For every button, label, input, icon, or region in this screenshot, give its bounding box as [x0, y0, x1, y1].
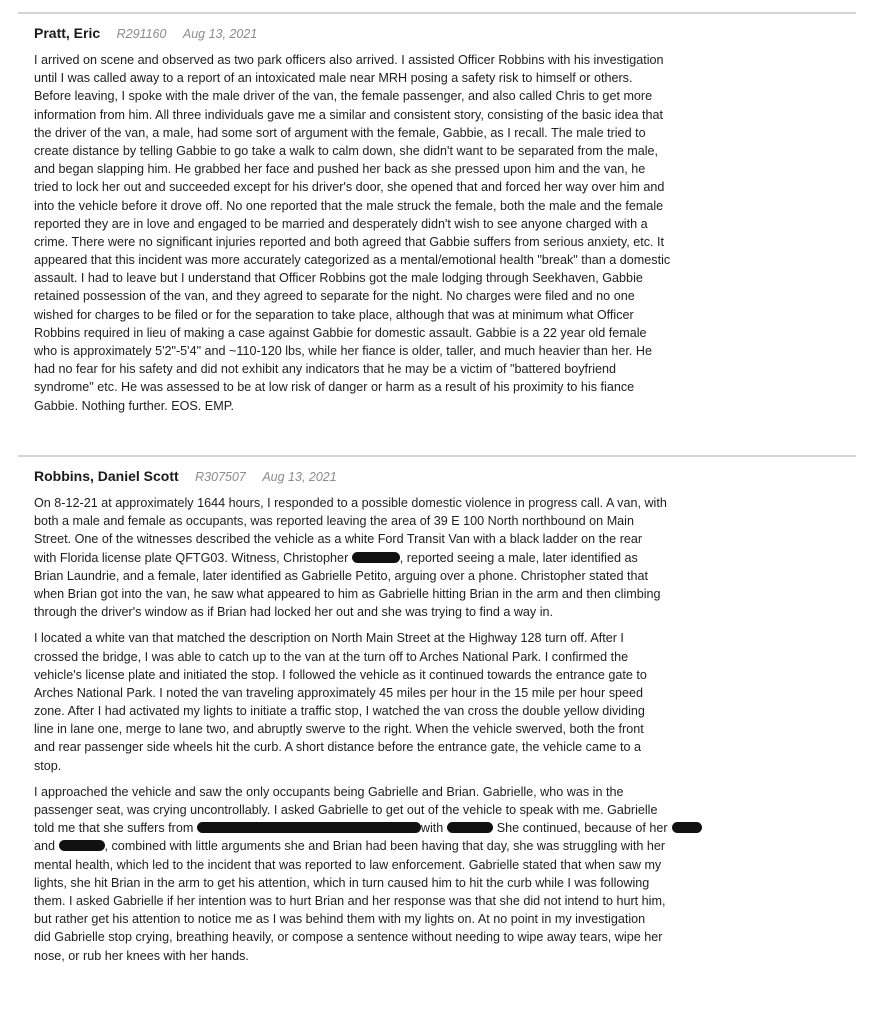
- text-line: the driver of the van, a male, had some sort of argument with the female, Gabbie, as I recall. The male tried to: [34, 125, 646, 140]
- text-line: tried to lock her out and succeeded except for his driver's door, she opened that and forced her way over him and: [34, 180, 665, 195]
- text-line: [34, 819, 854, 837]
- redaction-bar: [352, 552, 400, 563]
- redaction-bar: [672, 822, 702, 833]
- text-line: retained possession of the van, and they agreed to separate for the night. No charges were filed and no one: [34, 289, 635, 304]
- text-line: when Brian got into the van, he saw what appeared to him as Gabrielle hitting Brian in the arm and then climbing: [34, 586, 661, 601]
- text-line: On 8-12-21 at approximately 1644 hours, I responded to a possible domestic violence in progress call. A van, with: [34, 496, 667, 510]
- officer-name: Pratt, Eric: [34, 25, 101, 41]
- text-line: and rear passenger side wheels hit the curb. A short distance before the entrance gate, the vehicle came to a: [34, 740, 641, 755]
- narrative-paragraph: [34, 783, 854, 965]
- entry-header: [34, 22, 854, 44]
- officer-id: R291160: [116, 27, 167, 41]
- text-line: I approached the vehicle and saw the only occupants being Gabrielle and Brian. Gabrielle, who was in the: [34, 784, 624, 799]
- text-fragment: and: [34, 839, 59, 854]
- text-line: Arches National Park. I noted the van traveling approximately 45 miles per hour in the 15 mile per hour speed: [34, 685, 644, 700]
- text-line: did Gabrielle stop crying, breathing heavily, or compose a sentence without needing to wipe away tears, wipe her: [34, 930, 663, 945]
- officer-name: Robbins, Daniel Scott: [34, 468, 179, 484]
- text-line: create distance by telling Gabbie to go take a walk to calm down, she didn't want to be separated from the male,: [34, 143, 659, 158]
- text-line: both a male and female as occupants, was reported leaving the area of 39 E 100 North northbound on Main: [34, 514, 634, 529]
- text-line: crime. There were no significant injuries reported and both agreed that Gabbie suffers from serious anxiety, etc. It: [34, 234, 665, 249]
- text-line: Brian Laundrie, and a female, later identified as Gabrielle Petito, arguing over a phone. Christopher stated that: [34, 568, 648, 583]
- redaction-bar: [59, 840, 105, 851]
- narrative-paragraph: [34, 51, 854, 415]
- entry-date: Aug 13, 2021: [182, 27, 258, 41]
- text-fragment: told me that she suffers from: [34, 821, 197, 836]
- text-line: passenger seat, was crying uncontrollably. I asked Gabrielle to get out of the vehicle to speak with me. Gabrielle: [34, 803, 658, 817]
- entry-date: Aug 13, 2021: [262, 470, 337, 484]
- text-line: information from him. All three individuals gave me a similar and consistent story, consisting of the basic idea that: [34, 107, 664, 122]
- text-line: Gabbie. Nothing further. EOS. EMP.: [34, 398, 234, 413]
- report-entry-pratt: [34, 22, 854, 415]
- text-line: stop.: [34, 758, 62, 773]
- redaction-bar: [447, 822, 493, 833]
- text-line: appeared that this incident was more accurately categorized as a mental/emotional health "break" than a domestic: [34, 253, 671, 268]
- text-fragment: , combined with little arguments she and Brian had been having that day, she was struggling with her: [104, 839, 666, 854]
- divider: [18, 12, 856, 14]
- text-line: them. I asked Gabrielle if her intention was to hurt Brian and her response was that she did not intend to hurt him,: [34, 893, 666, 908]
- entry-header: [34, 465, 854, 487]
- text-line: until I was called away to a report of an intoxicated male near MRH posing a safety risk to himself or others.: [34, 71, 633, 86]
- divider: [18, 455, 856, 457]
- text-line: crossed the bridge, I was able to catch up to the van at the turn off to Arches National Park. I confirmed the: [34, 649, 629, 664]
- text-line: zone. After I had activated my lights to initiate a traffic stop, I watched the van cross the double yellow dividing: [34, 704, 645, 719]
- redaction-bar: [197, 822, 421, 833]
- text-line: who is approximately 5'2"-5'4" and ~110-120 lbs, while her fiance is older, taller, and much heavier than her. He: [34, 344, 653, 358]
- narrative-paragraph: [34, 494, 854, 621]
- text-line: vehicle's license plate and initiated the stop. I followed the vehicle as it continued towards the entrance gate to: [34, 667, 647, 682]
- text-line: Robbins required in lieu of making a case against Gabbie for domestic assault. Gabbie is a 22 year old female: [34, 325, 647, 340]
- report-entry-robbins: [34, 465, 854, 965]
- text-line: I located a white van that matched the description on North Main Street at the Highway 128 turn off. After I: [34, 631, 624, 646]
- text-line: [34, 837, 854, 855]
- text-line: mental health, which led to the incident that was reported to law enforcement. Gabrielle stated that when saw my: [34, 857, 662, 872]
- text-line: had no fear for his safety and did not exhibit any indicators that he may be a victim of "battered boyfriend: [34, 362, 617, 377]
- text-line: but rather get his attention to notice me as I was behind them with my lights on. At no point in my investigation: [34, 912, 646, 927]
- text-line: nose, or rub her knees with her hands.: [34, 948, 249, 963]
- text-line: lights, she hit Brian in the arm to get his attention, which in turn caused him to hit the curb while I was following: [34, 875, 650, 890]
- text-line: Street. One of the witnesses described the vehicle as a white Ford Transit Van with a black ladder on the rear: [34, 532, 643, 547]
- text-line: I arrived on scene and observed as two park officers also arrived. I assisted Officer Robbins with his investigation: [34, 53, 664, 67]
- text-line: [34, 549, 854, 567]
- text-line: and began slapping him. He grabbed her face and pushed her back as she pressed upon him and the van, he: [34, 162, 646, 177]
- text-line: Before leaving, I spoke with the male driver of the van, the female passenger, and also called Chris to get more: [34, 89, 653, 104]
- officer-id: R307507: [195, 470, 246, 484]
- text-line: wished for charges to be filed or for the separation to take place, although that was at minimum what Officer: [34, 307, 634, 322]
- text-line: syndrome" etc. He was assessed to be at low risk of danger or harm as a result of his proximity to his fiance: [34, 380, 635, 395]
- text-fragment: , reported seeing a male, later identified as: [399, 550, 638, 565]
- text-fragment: with Florida license plate QFTG03. Witness, Christopher: [34, 550, 352, 565]
- text-line: reported they are in love and engaged to be married and desperately didn't wish to see anyone charged with a: [34, 216, 648, 231]
- text-fragment: with: [420, 821, 444, 836]
- text-line: assault. I had to leave but I understand that Officer Robbins got the male lodging through Seekhaven, Gabbie: [34, 271, 643, 286]
- text-line: into the vehicle before it drove off. No one reported that the male struck the female, both the male and the female: [34, 198, 664, 213]
- text-line: through the driver's window as if Brian had locked her out and she was trying to find a way in.: [34, 605, 554, 620]
- narrative-paragraph: [34, 629, 854, 775]
- text-fragment: She continued, because of her: [493, 821, 668, 836]
- text-line: line in lane one, merge to lane two, and abruptly swerve to the right. When the vehicle swerved, both the front: [34, 722, 644, 737]
